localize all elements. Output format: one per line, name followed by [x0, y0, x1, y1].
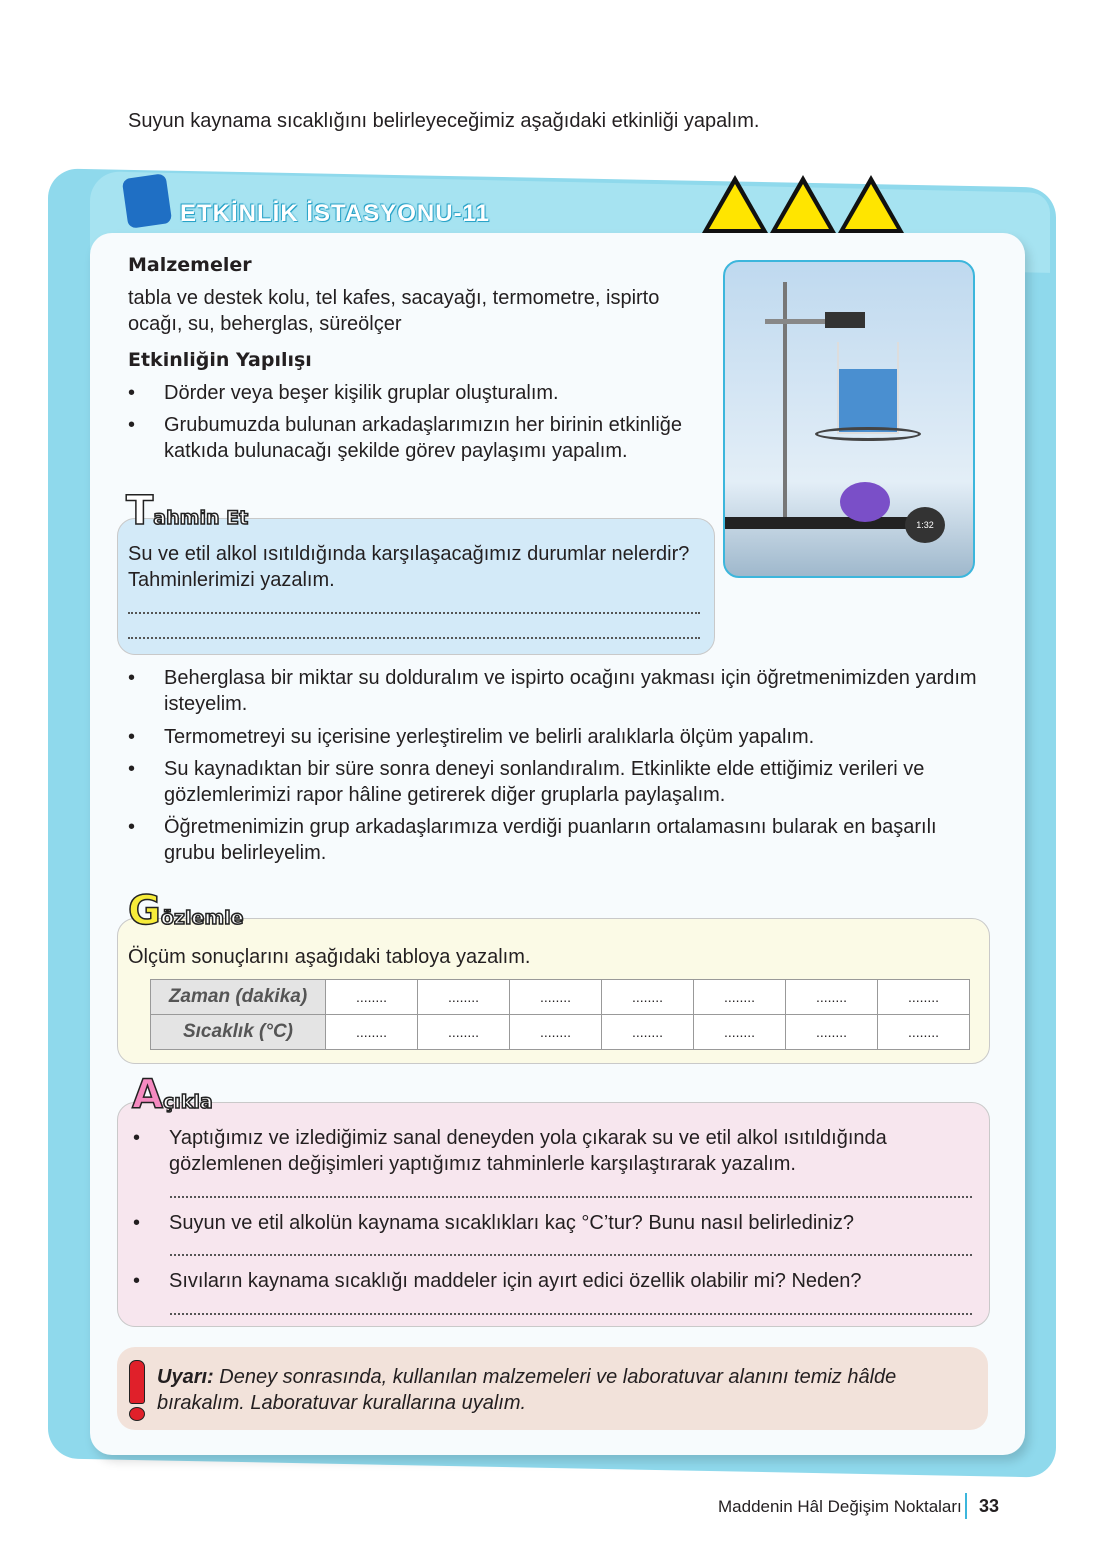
table-cell[interactable]: ........ [418, 980, 510, 1015]
table-cell[interactable]: ........ [694, 1015, 786, 1050]
badge-label: özlemle [160, 907, 244, 929]
step-text: Grubumuzda bulunan arkadaşlarımızın her birinin etkinliğe katkıda bulunacağı şekilde görev paylaşımı yapalım. [164, 414, 683, 462]
badge-letter: G [128, 888, 161, 934]
procedure-step: • Öğretmenimizin grup arkadaşlarımıza verdiği puanların ortalamasını bularak en başarılı grubu belirleyelim. [128, 814, 988, 866]
page-number: 33 [979, 1496, 1000, 1516]
materials-heading: Malzemeler [128, 254, 252, 276]
question-text: Sıvıların kaynama sıcaklığı maddeler için ayırt edici özellik olabilir mi? Neden? [169, 1270, 862, 1292]
materials-text: tabla ve destek kolu, tel kafes, sacayağı, termometre, ispirto ocağı, su, beherglas, süreölçer [128, 287, 660, 335]
table-cell[interactable]: ........ [786, 1015, 878, 1050]
step-text: Öğretmenimizin grup arkadaşlarımıza verdiği puanların ortalamasını bularak en başarılı grubu belirleyelim. [164, 816, 937, 864]
flammable-icon [770, 175, 836, 233]
measurement-table [150, 979, 970, 1050]
procedure-heading: Etkinliğin Yapılışı [128, 349, 312, 371]
puzzle-icon [122, 173, 173, 229]
table-cell[interactable]: ........ [326, 980, 418, 1015]
hot-surface-icon [838, 175, 904, 233]
table-cell[interactable]: ........ [510, 1015, 602, 1050]
table-cell[interactable]: ........ [878, 1015, 970, 1050]
experiment-setup-image [723, 260, 975, 578]
warning-body: Deney sonrasında, kullanılan malzemeleri ve laboratuvar alanını temiz hâlde bırakalım. Laboratuvar kurallarına uyalım. [157, 1366, 897, 1414]
procedure-step: • Grubumuzda bulunan arkadaşlarımızın her birinin etkinliğe katkıda bulunacağı şekilde görev paylaşımı yapalım. [128, 412, 718, 464]
exclamation-icon [125, 1360, 147, 1420]
question-text: Yaptığımız ve izlediğimiz sanal deneyden yola çıkarak su ve etil alkol ısıtıldığında gözlemlenen değişimleri yaptığımız tahminlerle karşılaştırarak yazalım. [169, 1127, 887, 1175]
observe-badge [128, 888, 244, 934]
row-header: Zaman (dakika) [151, 980, 326, 1015]
procedure-step: • Su kaynadıktan bir süre sonra deneyi sonlandıralım. Etkinlikte elde ettiğimiz verileri ve gözlemlerimizi rapor hâline getirerek diğer gruplarla paylaşalım. [128, 756, 988, 808]
answer-line [128, 637, 700, 639]
badge-letter: T [126, 488, 154, 534]
explain-question: • Yaptığımız ve izlediğimiz sanal deneyden yola çıkarak su ve etil alkol ısıtıldığında gözlemlenen değişimleri yaptığımız tahminlerle karşılaştırarak yazalım. [133, 1125, 978, 1177]
footer-chapter: Maddenin Hâl Değişim Noktaları [718, 1497, 962, 1516]
table-cell[interactable]: ........ [602, 1015, 694, 1050]
step-text: Dörder veya beşer kişilik gruplar oluşturalım. [164, 382, 559, 404]
warning-label: Uyarı: [157, 1366, 214, 1388]
answer-line [170, 1196, 972, 1198]
table-cell[interactable]: ........ [602, 980, 694, 1015]
step-text: Beherglasa bir miktar su dolduralım ve ispirto ocağını yakması için öğretmenimizden yardım isteyelim. [164, 667, 977, 715]
footer-divider [965, 1493, 967, 1519]
badge-label: ahmin Et [153, 507, 249, 529]
explain-badge [132, 1072, 213, 1118]
table-row [151, 1015, 970, 1050]
intro-text: Suyun kaynama sıcaklığını belirleyeceğimiz aşağıdaki etkinliği yapalım. [128, 110, 760, 132]
predict-badge [126, 488, 248, 534]
row-header: Sıcaklık (°C) [151, 1015, 326, 1050]
warning-text [157, 1364, 982, 1416]
explain-question: • Sıvıların kaynama sıcaklığı maddeler için ayırt edici özellik olabilir mi? Neden? [133, 1268, 978, 1294]
observe-instruction: Ölçüm sonuçlarını aşağıdaki tabloya yazalım. [128, 946, 531, 968]
answer-line [128, 612, 700, 614]
eye-protection-icon [702, 175, 768, 233]
station-title: ETKİNLİK İSTASYONU-11 [180, 200, 490, 227]
table-cell[interactable]: ........ [326, 1015, 418, 1050]
table-row [151, 980, 970, 1015]
step-text: Termometreyi su içerisine yerleştirelim ve belirli aralıklarla ölçüm yapalım. [164, 726, 815, 748]
answer-line [170, 1254, 972, 1256]
predict-question: Su ve etil alkol ısıtıldığında karşılaşacağımız durumlar nelerdir? Tahminlerimizi yazalım. [128, 543, 690, 591]
question-text: Suyun ve etil alkolün kaynama sıcaklıkları kaç °C’tur? Bunu nasıl belirlediniz? [169, 1212, 854, 1234]
table-cell[interactable]: ........ [694, 980, 786, 1015]
procedure-step: • Beherglasa bir miktar su dolduralım ve ispirto ocağını yakması için öğretmenimizden yardım isteyelim. [128, 665, 988, 717]
table-cell[interactable]: ........ [510, 980, 602, 1015]
procedure-step: • Dörder veya beşer kişilik gruplar oluşturalım. [128, 380, 718, 406]
procedure-step: • Termometreyi su içerisine yerleştirelim ve belirli aralıklarla ölçüm yapalım. [128, 724, 988, 750]
badge-label: çıkla [162, 1091, 213, 1113]
table-cell[interactable]: ........ [878, 980, 970, 1015]
step-text: Su kaynadıktan bir süre sonra deneyi sonlandıralım. Etkinlikte elde ettiğimiz verileri ve gözlemlerimizi rapor hâline getirerek diğer gruplarla paylaşalım. [164, 758, 925, 806]
stopwatch: 1:32 [905, 507, 945, 543]
explain-question: • Suyun ve etil alkolün kaynama sıcaklıkları kaç °C’tur? Bunu nasıl belirlediniz? [133, 1210, 978, 1236]
table-cell[interactable]: ........ [786, 980, 878, 1015]
badge-letter: A [132, 1072, 163, 1118]
table-cell[interactable]: ........ [418, 1015, 510, 1050]
answer-line [170, 1313, 972, 1315]
